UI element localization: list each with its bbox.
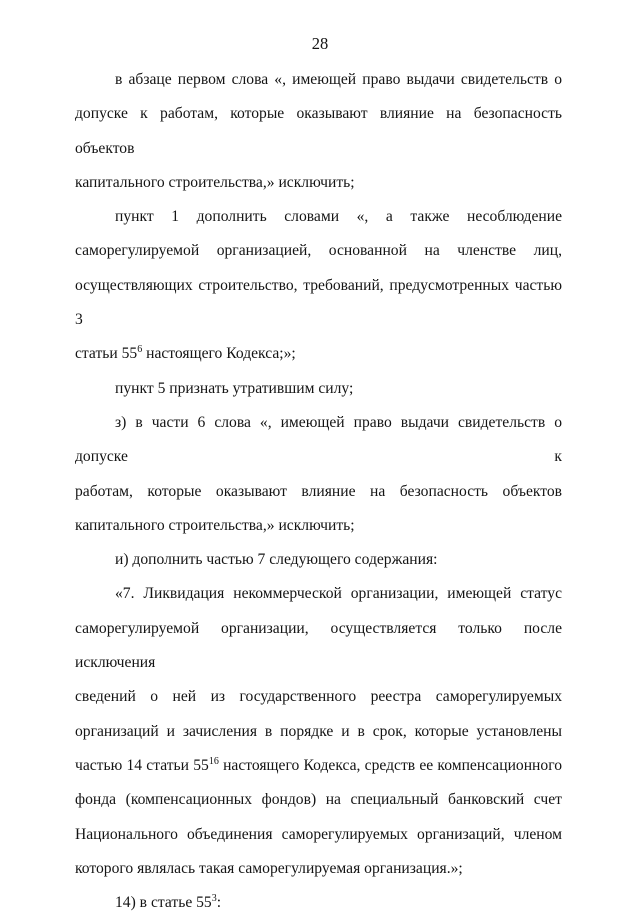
text-fragment: настоящего Кодекса;»; <box>142 345 296 363</box>
text-line: Национального объединения саморегулируемых организаций, членом <box>75 825 562 843</box>
document-body <box>75 63 562 920</box>
text-line: пункт 5 признать утратившим силу; <box>115 379 354 397</box>
text-line: саморегулируемой организацией, основанной на членстве лиц, <box>75 242 562 260</box>
text-line: работам, которые оказывают влияние на безопасность объектов <box>75 482 562 500</box>
text-line: и) дополнить частью 7 следующего содержания: <box>115 551 438 569</box>
text-line: допуске к работам, которые оказывают влияние на безопасность объектов <box>75 105 562 157</box>
superscript: 6 <box>137 344 143 356</box>
paragraph-6 <box>75 577 562 886</box>
text-line: капитального строительства,» исключить; <box>75 173 355 191</box>
paragraph-7 <box>75 886 562 920</box>
text-line: пункт 1 дополнить словами «, а также несоблюдение <box>115 208 562 226</box>
text-line <box>75 337 562 371</box>
text-line <box>75 749 562 783</box>
text-fragment: статьи 55 <box>75 345 138 363</box>
text-line: саморегулируемой организации, осуществляется только после исключения <box>75 619 562 672</box>
text-fragment: частью 14 статьи 55 <box>75 756 209 774</box>
paragraph-1 <box>75 63 562 200</box>
text-line: организаций и зачисления в порядке и в срок, которые установлены <box>75 722 562 740</box>
text-line <box>75 886 562 920</box>
text-line: в абзаце первом слова «, имеющей право выдачи свидетельств о <box>115 71 562 88</box>
superscript: 3 <box>211 893 217 905</box>
page-number: 28 <box>311 34 329 53</box>
paragraph-5 <box>75 543 562 577</box>
superscript: 16 <box>208 755 219 767</box>
paragraph-3 <box>75 372 562 406</box>
text-line: капитального строительства,» исключить; <box>75 516 355 534</box>
paragraph-4 <box>75 406 562 543</box>
text-line: сведений о ней из государственного реестра саморегулируемых <box>75 688 562 706</box>
text-line: которого являлась такая саморегулируемая организация.»; <box>75 859 463 877</box>
paragraph-2 <box>75 200 562 371</box>
text-fragment: настоящего Кодекса, средств ее компенсационного <box>218 756 562 774</box>
text-line: осуществляющих строительство, требований, предусмотренных частью 3 <box>75 276 562 329</box>
text-fragment: 14) в статье 55 <box>115 894 212 912</box>
text-fragment: : <box>216 894 222 912</box>
text-line: фонда (компенсационных фондов) на специальный банковский счет <box>75 791 562 809</box>
text-line: «7. Ликвидация некоммерческой организации, имеющей статус <box>115 585 562 603</box>
text-line: з) в части 6 слова «, имеющей право выдачи свидетельств о допуске к <box>75 413 562 466</box>
